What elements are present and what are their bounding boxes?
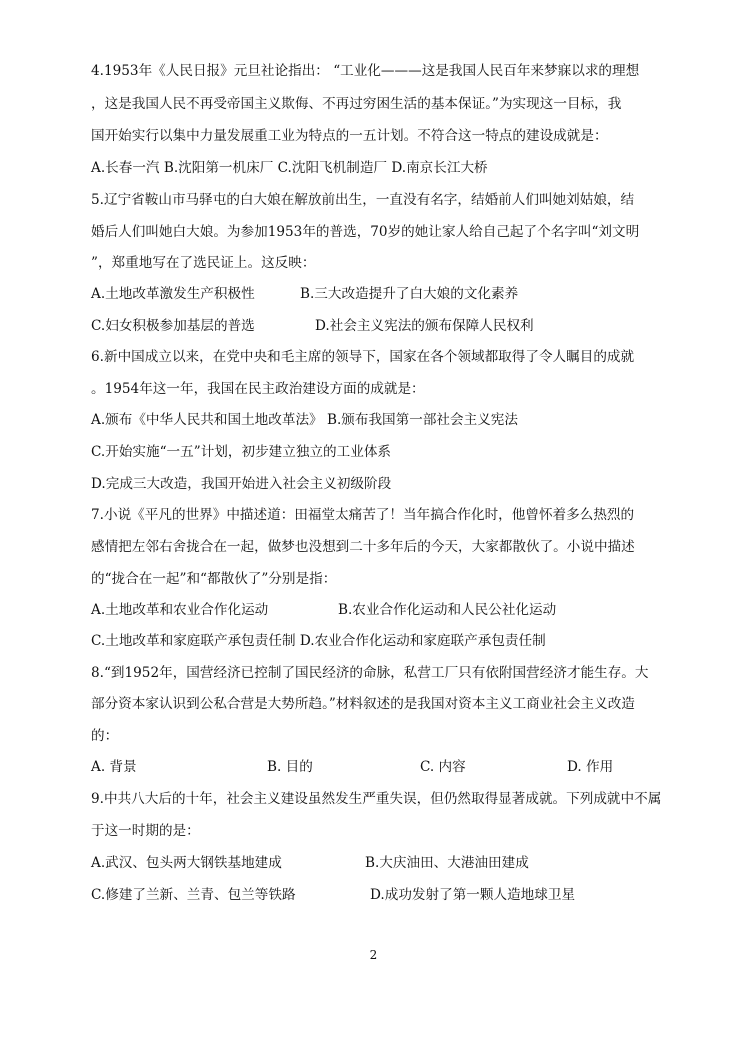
q6-option-d: D.完成三大改造，我国开始进入社会主义初级阶段 [91,476,392,492]
q7-line-2: 感情把左邻右舍拢合在一起，做梦也没想到二十多年后的今天，大家都散伙了。小说中描述 [91,539,635,555]
q5-option-a: A.土地改革激发生产积极性 [91,286,255,302]
q5-line-1: 5.辽宁省鞍山市马驿屯的白大娘在解放前出生，一直没有名字，结婚前人们叫她刘姑娘，结 [91,192,635,208]
q5-line-2: 婚后人们叫她白大娘。为参加1953年的普选，70岁的她让家人给自己起了个名字叫“刘文明 [91,224,640,240]
q4-line-2: ，这是我国人民不再受帝国主义欺侮、不再过穷困生活的基本保证。”为实现这一目标，我 [91,96,622,112]
q9-option-c: C.修建了兰新、兰青、包兰等铁路 [91,887,296,903]
q9-option-a: A.武汉、包头两大钢铁基地建成 [91,855,282,871]
q7-option-b: B.农业合作化运动和人民公社化运动 [338,602,557,618]
q8-option-a: A. 背景 [91,759,137,775]
q5-options-row-1 [91,285,518,303]
q7-option-cd: C.土地改革和家庭联产承包责任制 D.农业合作化运动和家庭联产承包责任制 [91,633,546,649]
page-number: 2 [369,948,378,962]
q7-options-row-1 [91,601,556,619]
q8-option-d: D. 作用 [567,759,614,775]
q9-options-row-2 [91,886,575,904]
q5-option-d: D.社会主义宪法的颁布保障人民权利 [315,318,534,334]
q7-line-3: 的“拢合在一起”和“都散伙了”分别是指： [91,571,337,587]
q6-line-1: 6.新中国成立以来，在党中央和毛主席的领导下，国家在各个领域都取得了令人瞩目的成就 [91,349,635,365]
q8-line-1: 8.“到1952年，国营经济已控制了国民经济的命脉，私营工厂只有依附国营经济才能生存。大 [91,665,649,681]
q9-option-b: B.大庆油田、大港油田建成 [365,855,529,871]
q8-option-c: C. 内容 [420,759,466,775]
q6-option-c: C.开始实施“一五”计划，初步建立独立的工业体系 [91,444,392,460]
q6-line-2: 。1954年这一年，我国在民主政治建设方面的成就是： [91,381,425,397]
q9-line-1: 9.中共八大后的十年，社会主义建设虽然发生严重失误，但仍然取得显著成就。下列成就中不属 [91,791,662,807]
q9-line-2: 于这一时期的是： [91,823,200,839]
q4-line-1: 4.1953年《人民日报》元旦社论指出： “工业化———这是我国人民百年来梦寐以求的理想 [91,63,640,79]
q5-options-row-2 [91,317,534,335]
q9-options-row-1 [91,854,529,872]
q8-option-b: B. 目的 [267,759,313,775]
q8-line-3: 的： [91,728,119,744]
q5-option-b: B.三大改造提升了白大娘的文化素养 [300,286,519,302]
q7-option-a: A.土地改革和农业合作化运动 [91,602,269,618]
q4-line-3: 国开始实行以集中力量发展重工业为特点的一五计划。不符合这一特点的建设成就是： [91,128,608,144]
q8-line-2: 部分资本家认识到公私合营是大势所趋。”材料叙述的是我国对资本主义工商业社会主义改造 [91,696,635,712]
q9-option-d: D.成功发射了第一颗人造地球卫星 [370,887,576,903]
q8-options [91,758,613,776]
q6-option-ab: A.颁布《中华人民共和国土地改革法》 B.颁布我国第一部社会主义宪法 [91,412,518,428]
q7-line-1: 7.小说《平凡的世界》中描述道：田福堂太痛苦了！当年搞合作化时，他曾怀着多么热烈的 [91,507,635,523]
q4-options: A.长春一汽 B.沈阳第一机床厂 C.沈阳飞机制造厂 D.南京长江大桥 [91,160,488,176]
q5-option-c: C.妇女积极参加基层的普选 [91,318,255,334]
q5-line-3: ”，郑重地写在了选民证上。这反映： [91,255,316,271]
